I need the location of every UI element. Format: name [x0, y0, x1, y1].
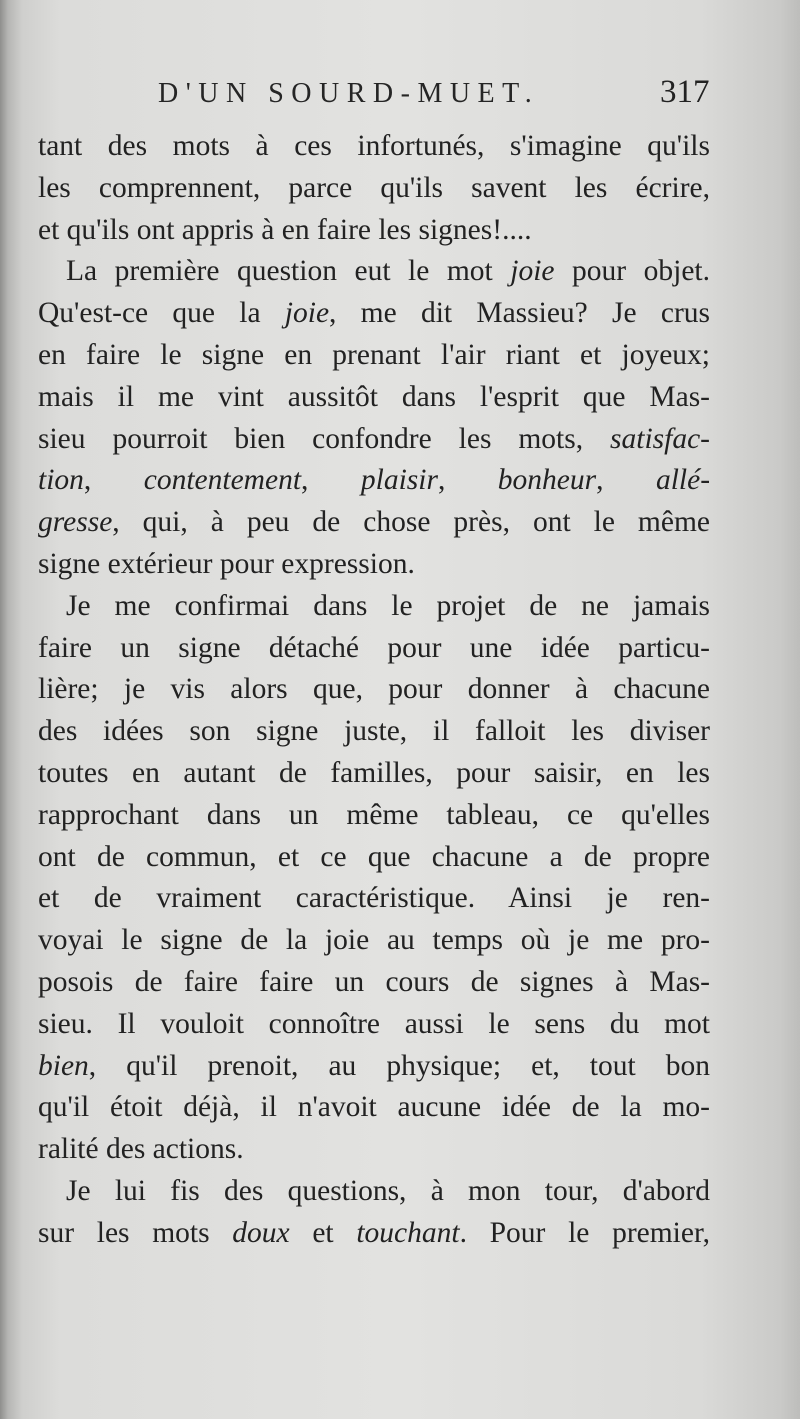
text-line — [38, 293, 710, 335]
text-run: les comprennent, parce qu'ils savent les écrire, — [38, 171, 710, 204]
text-run: toutes en autant de familles, pour saisir, en les — [38, 756, 710, 789]
text-run: signe extérieur pour expression. — [38, 547, 415, 580]
body-text — [38, 126, 710, 1255]
italic-word: bien — [38, 1049, 89, 1082]
text-run: faire un signe détaché pour une idée particu- — [38, 631, 710, 664]
text-run: Je lui fis des questions, à mon tour, d'abord — [66, 1174, 710, 1207]
text-run: , — [83, 464, 144, 497]
text-line — [38, 544, 710, 586]
italic-word: contentement — [143, 464, 302, 497]
text-run: , me dit Massieu? Je crus — [329, 297, 710, 330]
text-line — [38, 878, 710, 920]
text-run: qu'il étoit déjà, il n'avoit aucune idée de la mo- — [38, 1091, 710, 1124]
text-run: et — [289, 1216, 357, 1249]
text-line — [38, 795, 710, 837]
text-line — [38, 753, 710, 795]
text-run: posois de faire faire un cours de signes à Mas- — [38, 965, 710, 998]
text-run: , — [437, 464, 498, 497]
italic-word: tion — [38, 464, 84, 497]
text-run: , — [596, 464, 656, 497]
page-header — [0, 74, 800, 124]
text-run: voyai le signe de la joie au temps où je me pro- — [38, 924, 710, 957]
text-run: ralité des actions. — [38, 1133, 244, 1166]
text-run: sieu. Il vouloit connoître aussi le sens du mot — [38, 1007, 710, 1040]
running-head: D'UN SOURD-MUET. — [158, 78, 540, 109]
text-run: pour objet. — [554, 255, 710, 288]
text-line — [38, 460, 710, 502]
text-line — [38, 1213, 710, 1255]
text-run: sieu pourroit bien confondre les mots, — [38, 422, 611, 455]
text-run: La première question eut le mot — [66, 255, 511, 288]
text-run: et qu'ils ont appris à en faire les signes!.... — [38, 213, 532, 246]
text-line — [38, 711, 710, 753]
text-line — [38, 586, 710, 628]
text-line — [38, 126, 710, 168]
text-run: ont de commun, et ce que chacune a de propre — [38, 840, 710, 873]
text-line — [38, 837, 710, 879]
text-run: tant des mots à ces infortunés, s'imagine qu'ils — [38, 130, 710, 162]
text-line — [38, 1046, 710, 1088]
italic-word: joie — [284, 297, 330, 330]
italic-word: satisfac- — [610, 422, 710, 455]
text-line — [38, 251, 710, 293]
text-run: , — [301, 464, 361, 497]
italic-word: plaisir — [360, 464, 438, 497]
text-line — [38, 335, 710, 377]
text-line — [38, 502, 710, 544]
italic-word: bonheur — [497, 464, 597, 497]
italic-word: doux — [232, 1216, 290, 1249]
italic-word: allé- — [655, 464, 711, 497]
text-run: sur les mots — [38, 1216, 233, 1249]
text-run: des idées son signe juste, il falloit les diviser — [38, 715, 710, 748]
text-line — [38, 168, 710, 210]
text-line — [38, 1171, 710, 1213]
text-line — [38, 1087, 710, 1129]
text-line — [38, 419, 710, 461]
text-line — [38, 210, 710, 252]
text-run: en faire le signe en prenant l'air riant et joyeux; — [38, 338, 710, 371]
text-line — [38, 962, 710, 1004]
text-run: . Pour le premier, — [459, 1216, 710, 1249]
text-line — [38, 377, 710, 419]
text-line — [38, 920, 710, 962]
italic-word: gresse — [38, 506, 113, 539]
text-run: lière; je vis alors que, pour donner à chacune — [38, 673, 710, 706]
text-line — [38, 1004, 710, 1046]
text-run: et de vraiment caractéristique. Ainsi je ren- — [38, 882, 710, 915]
text-line — [38, 1129, 710, 1171]
text-run: rapprochant dans un même tableau, ce qu'elles — [38, 798, 710, 831]
text-run: Qu'est-ce que la — [38, 297, 285, 330]
text-line — [38, 669, 710, 711]
italic-word: touchant — [356, 1216, 460, 1249]
text-line — [38, 628, 710, 670]
italic-word: joie — [510, 255, 555, 288]
page-number: 317 — [660, 74, 710, 110]
text-run: , qui, à peu de chose près, ont le même — [112, 506, 710, 539]
text-run: mais il me vint aussitôt dans l'esprit que Mas- — [38, 380, 710, 413]
text-run: Je me confirmai dans le projet de ne jamais — [66, 589, 710, 622]
text-run: , qu'il prenoit, au physique; et, tout bon — [88, 1049, 710, 1082]
